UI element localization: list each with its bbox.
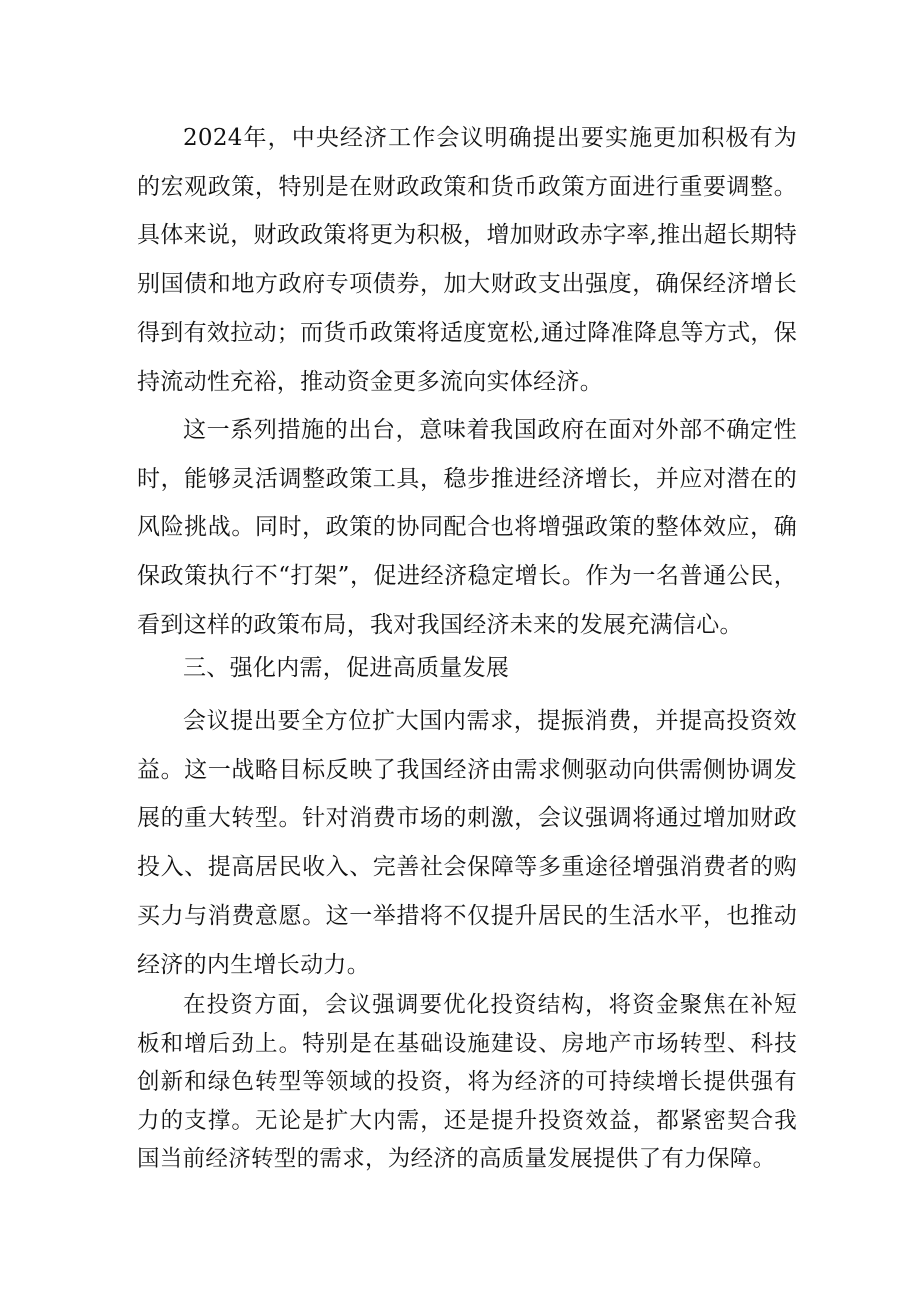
paragraph-policy-significance: 这一系列措施的出台，意味着我国政府在面对外部不确定性时，能够灵活调整政策工具，稳步推进经济增长，并应对潜在的风险挑战。同时，政策的协同配合也将增强政策的整体效应，确保政策执行不“打架”，促进经济稳定增长。作为一名普通公民，看到这样的政策布局，我对我国经济未来的发展充满信心。: [137, 417, 797, 638]
paragraph-expand-consumption: 会议提出要全方位扩大国内需求，提振消费，并提高投资效益。这一战略目标反映了我国经济由需求侧驱动向供需侧协调发展的重大转型。针对消费市场的刺激，会议强调将通过增加财政投入、提高居民收入、完善社会保障等多重途径增强消费者的购买力与消费意愿。这一举措将不仅提升居民的生活水平，也推动经济的内生增长动力。: [137, 708, 797, 978]
paragraph-fiscal-monetary-policy: 2024年，中央经济工作会议明确提出要实施更加积极有为的宏观政策，特别是在财政政策和货币政策方面进行重要调整。具体来说，财政政策将更为积极，增加财政赤字率,推出超长期特别国债和地方政府专项债券，加大财政支出强度，确保经济增长得到有效拉动；而货币政策将适度宽松,通过降准降息等方式，保持流动性充裕，推动资金更多流向实体经济。: [137, 125, 798, 395]
paragraph-investment: 在投资方面，会议强调要优化投资结构，将资金聚焦在补短板和增后劲上。特别是在基础设施建设、房地产市场转型、科技创新和绿色转型等领域的投资，将为经济的可持续增长提供强有力的支撑。无论是扩大内需，还是提升投资效益，都紧密契合我国当前经济转型的需求，为经济的高质量发展提供了有力保障。: [137, 992, 797, 1172]
section-heading-domestic-demand: 三、强化内需，促进高质量发展: [183, 655, 510, 681]
